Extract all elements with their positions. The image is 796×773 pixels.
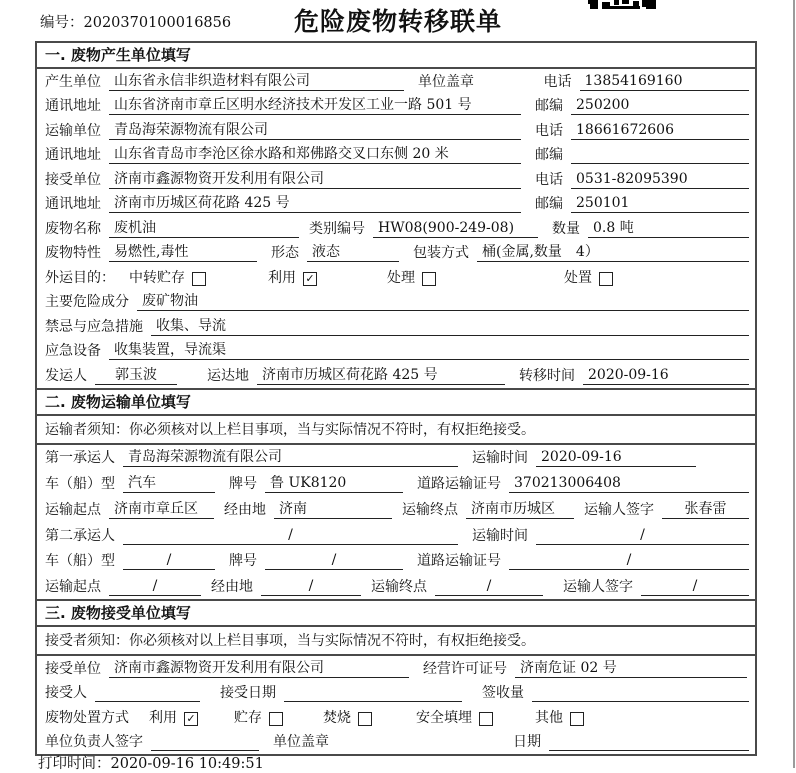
- purpose-dispose-label: 处置: [564, 269, 592, 286]
- transfer-purpose-label: 外运目的：: [45, 269, 115, 286]
- row-receiver-address: [37, 192, 755, 217]
- row-producer-unit: [37, 69, 755, 94]
- accept-date-value: [284, 685, 462, 702]
- row-transporter-unit: [37, 118, 755, 143]
- print-time-value: 2020-09-16 10:49:51: [110, 756, 264, 772]
- disposal-other-checkbox[interactable]: [570, 712, 584, 726]
- waste-name-value: 废机油: [109, 220, 299, 238]
- row-vehicle-1: [37, 470, 755, 496]
- disposal-incinerate-checkbox[interactable]: [358, 712, 372, 726]
- signed-quantity-label: 签收量: [482, 685, 524, 702]
- waste-characteristics-value: 易燃性,毒性: [109, 244, 257, 262]
- carrier-signature-1-label: 运输人签字: [584, 501, 654, 518]
- unit-seal-label: 单位盖章: [418, 73, 474, 90]
- waste-form-value: 液态: [307, 244, 399, 262]
- transporter-zip-value: [571, 147, 749, 164]
- producer-phone-label: 电话: [543, 73, 572, 90]
- row-waste-name: [37, 216, 755, 241]
- row-shipper: [37, 363, 755, 388]
- packing-method-value: 桶(金属,数量 4）: [477, 244, 749, 262]
- emergency-measures-value: 收集、导流: [151, 318, 749, 336]
- disposal-option-storage: [234, 710, 283, 727]
- receive-date-label: 日期: [513, 734, 541, 751]
- transporter-address-label: 通讯地址: [45, 147, 101, 163]
- page-title: 危险废物转移联单: [293, 7, 502, 36]
- disposal-storage-checkbox[interactable]: [269, 712, 283, 726]
- origin-1-label: 运输起点: [45, 501, 101, 518]
- row-emergency-measures: [37, 314, 755, 339]
- first-carrier-value: 青岛海荣源物流有限公司: [123, 449, 458, 467]
- plate-number-2-label: 牌号: [229, 553, 257, 570]
- row-producer-address: [37, 94, 755, 119]
- purpose-treat-checkbox[interactable]: [422, 272, 436, 286]
- plate-number-2-value: /: [265, 552, 403, 570]
- shipper-label: 发运人: [45, 367, 87, 384]
- purpose-transfer-storage-label: 中转贮存: [129, 269, 185, 286]
- doc-number-value: 2020370100016856: [83, 15, 232, 31]
- plate-number-1-value: 鲁 UK8120: [265, 475, 403, 493]
- waste-quantity-value: 0.8 吨: [588, 220, 749, 238]
- receiver-address-value: 济南市历城区荷花路 425 号: [109, 195, 521, 213]
- transport-time-1-label: 运输时间: [472, 450, 528, 467]
- via-2-value: /: [261, 578, 361, 596]
- transport-time-2-value: /: [536, 527, 749, 545]
- road-permit-1-label: 道路运输证号: [417, 476, 501, 493]
- waste-name-label: 废物名称: [45, 220, 101, 237]
- purpose-option-treat: [387, 270, 436, 287]
- disposal-landfill-checkbox[interactable]: [479, 712, 493, 726]
- row-accepting-unit: [37, 656, 755, 681]
- section-producer-title: 一. 废物产生单位填写: [37, 43, 755, 69]
- transporter-notice: 运输者须知：你必须核对以上栏目事项，当与实际情况不符时，有权拒绝接受。: [37, 416, 755, 445]
- origin-2-label: 运输起点: [45, 579, 101, 596]
- producer-phone-value: 13854169160: [580, 73, 750, 91]
- row-route-2: [37, 573, 755, 599]
- row-waste-characteristics: [37, 241, 755, 266]
- section-producer: [37, 43, 755, 388]
- page-edge-divider: [793, 0, 795, 768]
- producer-address-label: 通讯地址: [45, 98, 101, 114]
- purpose-utilize-label: 利用: [268, 269, 296, 286]
- main-hazard-label: 主要危险成分: [45, 294, 129, 310]
- disposal-option-landfill: [416, 710, 493, 727]
- terminus-1-label: 运输终点: [402, 501, 458, 518]
- origin-1-value: 济南市章丘区: [109, 501, 214, 519]
- road-permit-1-value: 370213006408: [509, 475, 749, 493]
- purpose-utilize-checkbox[interactable]: ✓: [303, 272, 317, 286]
- row-emergency-equipment: [37, 339, 755, 364]
- row-recipient: [37, 681, 755, 706]
- waste-category-label: 类别编号: [309, 220, 365, 237]
- business-permit-label: 经营许可证号: [423, 660, 507, 677]
- purpose-option-transfer-storage: [129, 270, 206, 287]
- accepting-unit-value: 济南市鑫源物资开发利用有限公司: [109, 660, 409, 678]
- disposal-method-label: 废物处置方式: [45, 709, 129, 726]
- row-route-1: [37, 496, 755, 522]
- row-manager-signature: [37, 730, 755, 755]
- recipient-value: [95, 685, 200, 702]
- carrier-signature-2-label: 运输人签字: [563, 579, 633, 596]
- purpose-transfer-storage-checkbox[interactable]: [192, 272, 206, 286]
- carrier-signature-1-value: 张春雷: [662, 501, 749, 519]
- terminus-1-value: 济南市历城区: [466, 501, 574, 519]
- row-receiver-unit: [37, 167, 755, 192]
- transporter-address-value: 山东省青岛市李沧区徐水路和郑佛路交叉口东侧 20 米: [109, 146, 521, 164]
- disposal-option-other: [535, 710, 584, 727]
- receiver-phone-label: 电话: [535, 171, 563, 188]
- accept-date-label: 接受日期: [220, 685, 276, 702]
- producer-zip-value: 250200: [571, 97, 749, 115]
- receiver-zip-label: 邮编: [535, 196, 563, 212]
- vehicle-type-1-value: 汽车: [123, 475, 215, 493]
- carrier-signature-2-value: /: [641, 578, 749, 596]
- doc-number-label: 编号：: [40, 15, 84, 31]
- row-disposal-method: [37, 705, 755, 730]
- purpose-treat-label: 处理: [387, 269, 415, 286]
- print-time-label: 打印时间：: [38, 756, 111, 772]
- receiver-unit-value: 济南市鑫源物资开发利用有限公司: [109, 171, 521, 189]
- receiver-unit-label: 接受单位: [45, 171, 101, 188]
- receiver-address-label: 通讯地址: [45, 196, 101, 212]
- via-1-value: 济南: [274, 501, 392, 519]
- section-transporter: [37, 388, 755, 600]
- destination-label: 运达地: [207, 367, 249, 384]
- vehicle-type-2-value: /: [123, 552, 215, 570]
- waste-category-value: HW08(900-249-08): [373, 220, 538, 238]
- row-transfer-purpose: [37, 265, 755, 290]
- accepting-unit-label: 接受单位: [45, 660, 101, 677]
- receiver-notice: 接受者须知：你必须核对以上栏目事项，当与实际情况不符时，有权拒绝接受。: [37, 627, 755, 656]
- transporter-unit-value: 青岛海荣源物流有限公司: [109, 122, 521, 140]
- transfer-form: [35, 41, 757, 756]
- disposal-utilize-label: 利用: [149, 709, 177, 726]
- purpose-option-utilize: [268, 270, 317, 287]
- disposal-option-incinerate: [323, 710, 372, 727]
- transporter-zip-label: 邮编: [535, 147, 563, 163]
- shipper-value: 郭玉波: [95, 367, 177, 385]
- row-first-carrier: [37, 445, 755, 471]
- manager-signature-value: [151, 734, 259, 751]
- disposal-storage-label: 贮存: [234, 709, 262, 726]
- transport-time-1-value: 2020-09-16: [536, 449, 696, 467]
- vehicle-type-1-label: 车（船）型: [45, 476, 115, 493]
- emergency-measures-label: 禁忌与应急措施: [45, 318, 143, 335]
- origin-2-value: /: [109, 578, 201, 596]
- purpose-option-dispose: [564, 270, 613, 287]
- waste-quantity-label: 数量: [552, 220, 580, 237]
- transporter-phone-label: 电话: [535, 122, 563, 139]
- road-permit-2-label: 道路运输证号: [417, 553, 501, 570]
- terminus-2-value: /: [435, 578, 543, 596]
- print-time: [38, 752, 264, 773]
- transporter-unit-label: 运输单位: [45, 122, 101, 139]
- via-1-label: 经由地: [224, 501, 266, 518]
- row-vehicle-2: [37, 548, 755, 574]
- recipient-label: 接受人: [45, 685, 87, 702]
- producer-zip-label: 邮编: [535, 98, 563, 114]
- row-main-hazard: [37, 290, 755, 315]
- emergency-equipment-label: 应急设备: [45, 343, 101, 359]
- destination-value: 济南市历城区荷花路 425 号: [257, 367, 505, 385]
- main-hazard-value: 废矿物油: [137, 293, 749, 311]
- road-permit-2-value: /: [509, 552, 749, 570]
- second-carrier-value: /: [123, 527, 458, 545]
- producer-address-value: 山东省济南市章丘区明水经济技术开发区工业一路 501 号: [109, 97, 521, 115]
- disposal-utilize-checkbox[interactable]: ✓: [184, 712, 198, 726]
- purpose-dispose-checkbox[interactable]: [599, 272, 613, 286]
- via-2-label: 经由地: [211, 579, 253, 596]
- first-carrier-label: 第一承运人: [45, 450, 115, 467]
- waste-form-label: 形态: [271, 245, 299, 261]
- disposal-landfill-label: 安全填埋: [416, 709, 472, 726]
- signed-quantity-value: [532, 685, 749, 702]
- receiver-zip-value: 250101: [571, 195, 749, 213]
- row-transporter-address: [37, 143, 755, 168]
- emergency-equipment-value: 收集装置，导流渠: [109, 342, 749, 360]
- section-transporter-title: 二. 废物运输单位填写: [37, 388, 755, 416]
- terminus-2-label: 运输终点: [371, 579, 427, 596]
- section-receiver: [37, 599, 755, 754]
- disposal-option-utilize: [149, 710, 198, 727]
- receiver-seal-label: 单位盖章: [273, 734, 329, 751]
- transport-time-2-label: 运输时间: [472, 527, 528, 544]
- plate-number-1-label: 牌号: [229, 476, 257, 493]
- transporter-phone-value: 18661672606: [571, 122, 749, 140]
- manager-signature-label: 单位负责人签字: [45, 734, 143, 751]
- disposal-other-label: 其他: [535, 709, 563, 726]
- producer-unit-label: 产生单位: [45, 73, 101, 90]
- receive-date-value: [549, 734, 749, 751]
- receiver-phone-value: 0531-82095390: [571, 171, 749, 189]
- packing-method-label: 包装方式: [413, 245, 469, 261]
- section-receiver-title: 三. 废物接受单位填写: [37, 599, 755, 627]
- transfer-time-value: 2020-09-16: [583, 367, 749, 385]
- disposal-incinerate-label: 焚烧: [323, 709, 351, 726]
- producer-unit-value: 山东省永信非织造材料有限公司: [109, 73, 404, 91]
- second-carrier-label: 第二承运人: [45, 527, 115, 544]
- transfer-time-label: 转移时间: [519, 367, 575, 384]
- business-permit-value: 济南危证 02 号: [515, 660, 747, 678]
- waste-characteristics-label: 废物特性: [45, 245, 101, 261]
- row-second-carrier: [37, 522, 755, 548]
- vehicle-type-2-label: 车（船）型: [45, 553, 115, 570]
